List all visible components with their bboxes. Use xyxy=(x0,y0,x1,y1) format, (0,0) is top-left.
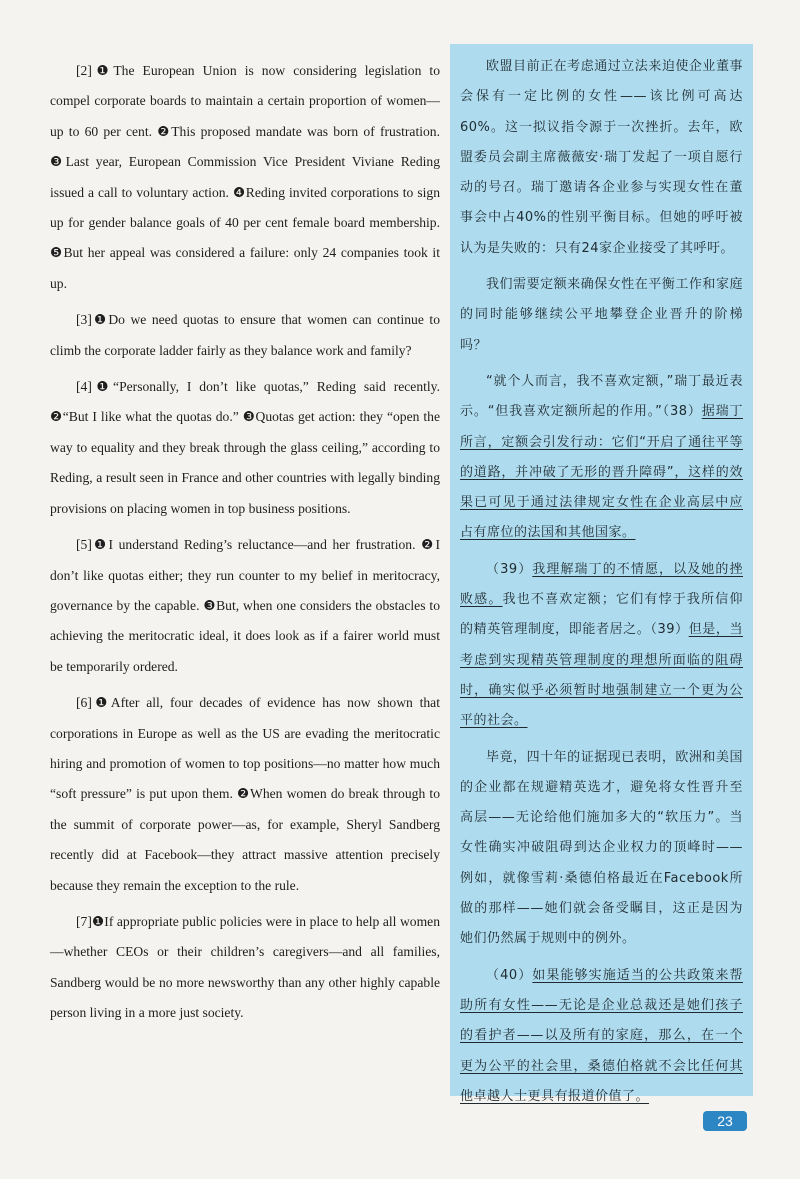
chinese-translation-panel xyxy=(450,44,753,1104)
chinese-p4-text: 我也不喜欢定额；它们有悖于我所信仰的精英管理制度，即能者居之。（39） xyxy=(460,592,743,638)
english-paragraph-4: [4]❶“Personally, I don’t like quotas,” Reding said recently. ❷“But I like what the quotas do.” ❸Quotas get action: they “open the way to equality and they break through the glass ceiling,” according to Reding, a result seen in France and other countries with legally binding provisions on placing women in top business positions. xyxy=(50,379,440,516)
chinese-paragraph-2: 我们需要定额来确保女性在平衡工作和家庭的同时能够继续公平地攀登企业晋升的阶梯吗？ xyxy=(460,277,743,353)
english-paragraph-5: [5]❶I understand Reding’s reluctance—and her frustration. ❷I don’t like quotas either; they run counter to my belief in meritocracy, governance by the capable. ❸But, when one considers the obstacles to achieving the meritocratic ideal, it does look as if a fairer world must be temporarily ordered. xyxy=(50,537,440,674)
english-text-column xyxy=(50,56,440,1035)
chinese-paragraph-1: 欧盟目前正在考虑通过立法来迫使企业董事会保有一定比例的女性——该比例可高达60%。这一拟议指令源于一次挫折。去年，欧盟委员会副主席薇薇安·瑞丁发起了一项自愿行动的号召。瑞丁邀请各企业参与实现女性在董事会中占40%的性别平衡目标。但她的呼吁被认为是失败的：只有24家企业接受了其呼吁。 xyxy=(460,59,743,256)
chinese-p3-text: “就个人而言，我不喜欢定额，”瑞丁最近表示。“但我喜欢定额所起的作用。”（38） xyxy=(460,373,743,420)
chinese-p4-number: （39） xyxy=(486,561,533,577)
chinese-paragraph-4 xyxy=(460,555,743,737)
english-paragraph-7: [7]❶If appropriate public policies were in place to help all women—whether CEOs or their children’s caregivers—and all families, Sandberg would be no more newsworthy than any other highly capable person living in a more just society. xyxy=(50,913,440,1021)
chinese-paragraph-3 xyxy=(460,367,743,549)
chinese-paragraph-5: 毕竟，四十年的证据现已表明，欧洲和美国的企业都在规避精英选才，避免将女性晋升至高层——无论给他们施加多大的“软压力”。当女性确实冲破阻碍到达企业权力的顶峰时——例如，就像雪莉·桑德伯格最近在Facebook所做的那样——她们就会备受瞩目，这正是因为她们仍然属于规则中的例外。 xyxy=(460,749,743,947)
chinese-p3-underlined: 据瑞丁所言，定额会引发行动：它们“开启了通往平等的道路，并冲破了无形的晋升障碍”，这样的效果已可见于通过法律规定女性在企业高层中应占有席位的法国和其他国家。 xyxy=(460,404,743,541)
chinese-p4-underlined-1: 我理解瑞丁的不情愿，以及她的挫败感。 xyxy=(460,561,743,608)
chinese-p4-underlined-2: 但是，当考虑到实现精英管理制度的理想所面临的阻碍时，确实似乎必须暂时地强制建立一个更为公平的社会。 xyxy=(460,622,743,729)
chinese-p6-underlined: 如果能够实施适当的公共政策来帮助所有女性——无论是企业总裁还是她们孩子的看护者——以及所有的家庭，那么，在一个更为公平的社会里，桑德伯格就不会比任何其他卓越人士更具有报道价值了。 xyxy=(460,967,743,1104)
english-paragraph-6: [6]❶After all, four decades of evidence has now shown that corporations in Europe as well as the US are evading the meritocratic hiring and promotion of women to top positions—no matter how much “soft pressure” is put upon them. ❷When women do break through to the summit of corporate power—as, for example, Sheryl Sandberg recently did at Facebook—they attract massive attention precisely because they remain the exception to the rule. xyxy=(50,695,440,893)
page-number-badge: 23 xyxy=(703,1111,747,1131)
english-paragraph-2: [2]❶The European Union is now considering legislation to compel corporate boards to maintain a certain proportion of women—up to 60 per cent. ❷This proposed mandate was born of frustration. ❸Last year, European Commission Vice President Viviane Reding issued a call to voluntary action. ❹Reding invited corporations to sign up for gender balance goals of 40 per cent female board membership. ❺But her appeal was considered a failure: only 24 companies took it up. xyxy=(50,63,440,291)
chinese-paragraph-6 xyxy=(460,961,743,1112)
chinese-p6-number: （40） xyxy=(486,967,533,983)
english-paragraph-3: [3]❶Do we need quotas to ensure that women can continue to climb the corporate ladder fairly as they balance work and family? xyxy=(50,312,440,358)
